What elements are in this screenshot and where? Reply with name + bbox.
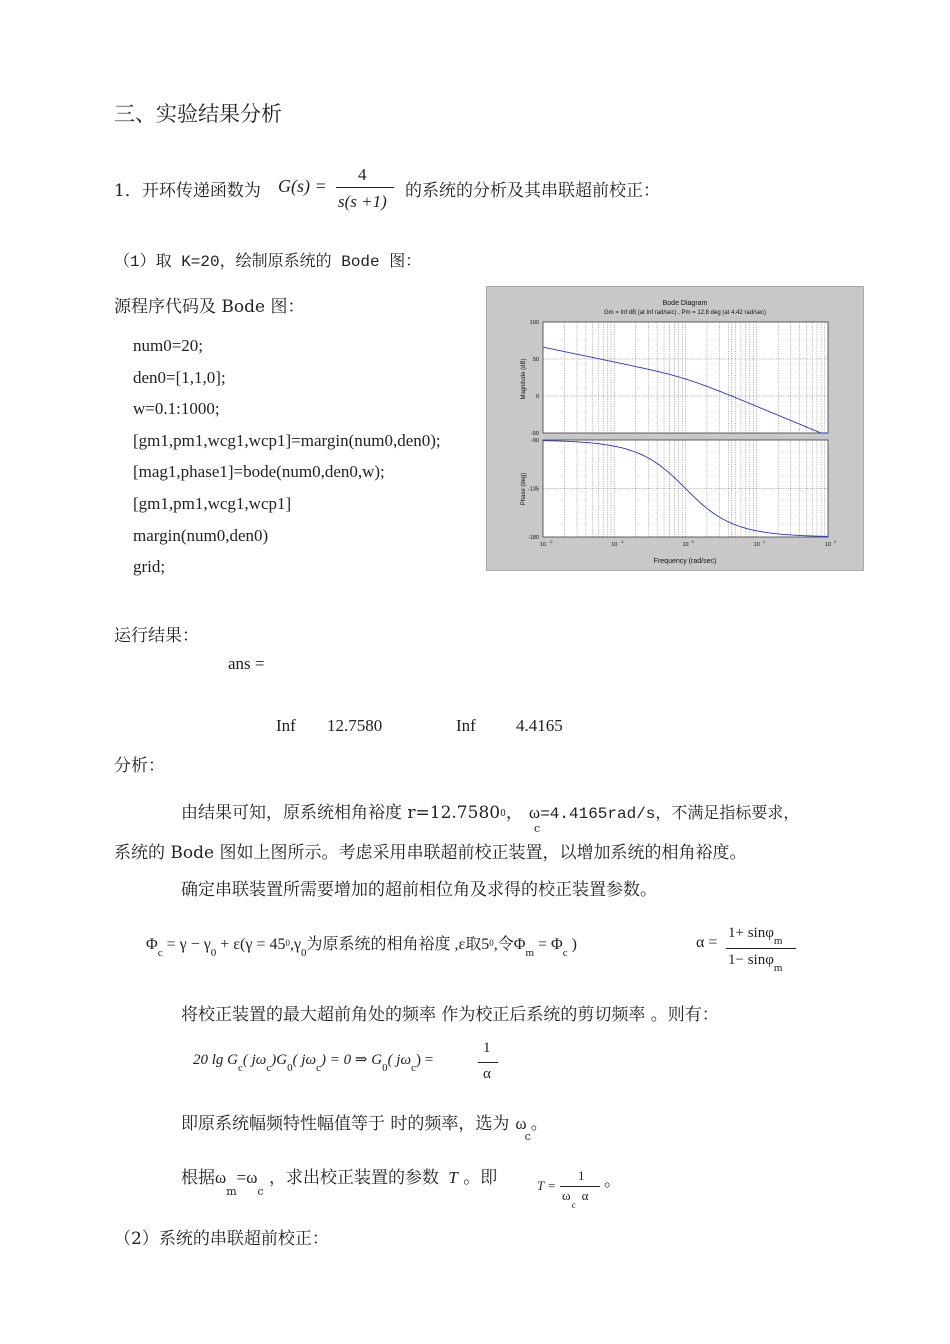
x-tick-exponent: -2 — [549, 539, 553, 544]
formula2-numerator: 1 — [483, 1040, 491, 1056]
phase-ylabel: Phase (deg) — [521, 472, 527, 506]
magnitude-tick-label: 50 — [532, 357, 539, 363]
x-tick-label: 10 — [539, 542, 547, 548]
analysis-para5: 即原系统幅频特性幅值等于 时的频率，选为 $\omega_c$。 — [181, 1114, 548, 1143]
code-line: [gm1,pm1,wcg1,wcp1]=margin(num0,den0); — [133, 430, 441, 450]
phase-tick-label: -180 — [527, 535, 539, 541]
x-tick-exponent: -1 — [620, 539, 624, 544]
analysis-label: 分析： — [114, 756, 165, 776]
fraction-line — [560, 1186, 600, 1187]
item1-prefix: 1．开环传递函数为 — [114, 181, 261, 201]
transfer-fn-num: 4 — [358, 165, 367, 184]
x-tick-exponent: 2 — [834, 539, 837, 544]
code-line: [mag1,phase1]=bode(num0,den0,w); — [133, 462, 385, 482]
transfer-fn-lhs: G(s) = — [278, 176, 327, 196]
analysis-para2: 系统的 Bode 图如上图所示。考虑采用串联超前校正装置，以增加系统的相角裕度。 — [114, 843, 747, 863]
code-line: w=0.1:1000; — [133, 399, 220, 419]
bode-figure — [486, 286, 864, 571]
magnitude-tick-label: 0 — [535, 394, 539, 400]
code-line: den0=[1,1,0]; — [133, 367, 226, 387]
alpha-numerator: 1+ sinφ$_m$ — [728, 925, 783, 947]
fraction-line — [726, 948, 796, 949]
step2-label: （2）系统的串联超前校正： — [114, 1229, 329, 1249]
result-gm: Inf — [276, 716, 296, 735]
result-wcp: 4.4165 — [516, 716, 563, 735]
bode-chart — [487, 287, 863, 570]
step1-label: （1）取 K=20，绘制原系统的 Bode 图： — [114, 253, 422, 271]
formula3-denominator: $\omega_c\alpha$ — [562, 1188, 589, 1210]
formula-crossover: 20 $\lg G_c$( $j\omega_c)G_0$( $j\omega_c) = 0$ ⇒ $G_0$( $j\omega_c$) = — [193, 1052, 434, 1074]
source-code — [133, 330, 441, 583]
x-tick-label: 10 — [611, 542, 618, 548]
item1-suffix: 的系统的分析及其串联超前校正： — [405, 181, 660, 201]
formula3-lhs: T = — [537, 1178, 557, 1193]
alpha-lhs: α = — [696, 934, 718, 951]
analysis-para4: 将校正装置的最大超前角处的频率 作为校正后系统的剪切频率 。则有： — [181, 1005, 719, 1025]
x-axis-label: Frequency (rad/sec) — [653, 558, 717, 565]
code-line: num0=20; — [133, 336, 204, 355]
x-tick-label: 10 — [753, 542, 760, 548]
x-tick-exponent: 0 — [691, 539, 694, 544]
chart-title: Bode Diagram — [662, 300, 708, 307]
result-pm: 12.7580 — [327, 716, 383, 735]
section-heading: 三、实验结果分析 — [114, 102, 282, 126]
fraction-line — [478, 1062, 498, 1063]
fraction-line — [336, 187, 394, 188]
ans-label: ans = — [228, 654, 265, 673]
formula3-numerator: 1 — [578, 1168, 585, 1183]
formula3-end: 。 — [604, 1171, 621, 1191]
magnitude-ylabel: Magnitude (dB) — [521, 358, 527, 400]
code-line: [gm1,pm1,wcg1,wcp1] — [133, 493, 292, 513]
x-tick-label: 10 — [682, 542, 689, 548]
result-wcg: Inf — [456, 716, 476, 735]
code-line: grid; — [133, 557, 166, 577]
analysis-para6: 根据$\omega_m=\omega_c$ ，求出校正装置的参数 T 。即 — [181, 1168, 498, 1198]
analysis-para1: 由结果可知，原系统相角裕度 r=12.75800， $\omega_c=4.4165rad/s$，不满足指标要求， — [181, 803, 800, 835]
chart-subtitle: Gm = Inf dB (at Inf rad/sec) , Pm = 12.8 deg (at 4.42 rad/sec) — [603, 310, 767, 316]
phase-tick-label: -90 — [531, 438, 539, 444]
code-line: margin(num0,den0) — [133, 525, 269, 545]
x-tick-label: 10 — [824, 542, 832, 548]
magnitude-tick-label: -50 — [531, 431, 539, 437]
transfer-fn-den: s(s +1) — [338, 192, 387, 211]
results-label: 运行结果： — [114, 626, 199, 646]
x-tick-exponent: 1 — [762, 539, 765, 544]
code-label: 源程序代码及 Bode 图： — [114, 297, 305, 317]
formula2-denominator: α — [483, 1066, 491, 1082]
phase-tick-label: -135 — [527, 486, 539, 493]
alpha-denominator: 1− sinφ$_m$ — [728, 952, 783, 974]
magnitude-tick-label: 100 — [529, 320, 539, 326]
analysis-para3: 确定串联装置所需要增加的超前相位角及求得的校正装置参数。 — [181, 880, 657, 900]
formula-phase-lead: $\Phi_c = \gamma - \gamma_0 + \varepsilon(\gamma = 450,\gamma_0$为原系统的相角裕度 ,ε取50,令$\Phi_m = \Phi_c$ ) — [146, 936, 577, 959]
